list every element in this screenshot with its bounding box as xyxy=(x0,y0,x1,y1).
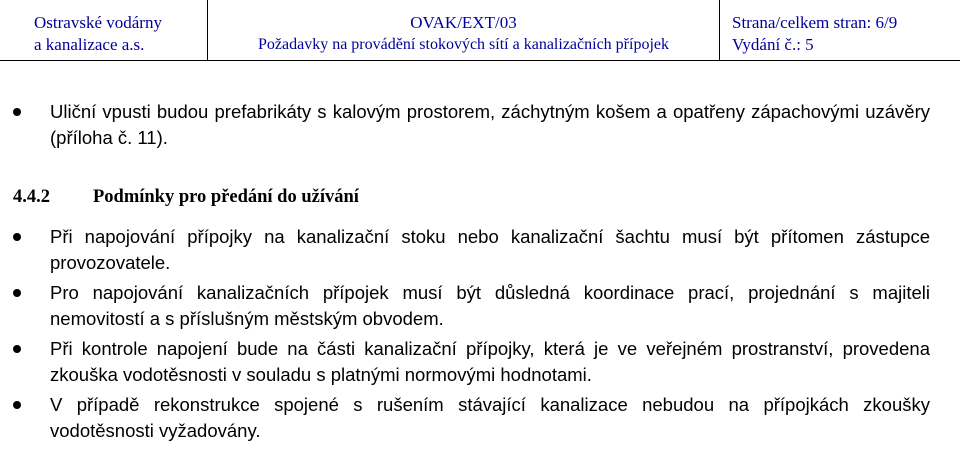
list-item-text: Při napojování přípojky na kanalizační stoku nebo kanalizační šachtu musí být přítomen zástupce provozovatele. xyxy=(50,226,930,273)
section-heading xyxy=(0,185,900,209)
document-header xyxy=(0,0,960,61)
header-document-code: OVAK/EXT/03 xyxy=(410,13,517,32)
list-item-text: Pro napojování kanalizačních přípojek musí být důsledná koordinace prací, projednání s majiteli nemovitostí a s příslušným městským obvodem. xyxy=(50,282,930,329)
list-item-text: V případě rekonstrukce spojené s rušením stávající kanalizace nebudou na přípojkách zkoušky vodotěsnosti vyžadovány. xyxy=(50,394,930,441)
header-document xyxy=(208,0,720,60)
header-edition: Vydání č.: 5 xyxy=(732,35,814,54)
bullet-icon xyxy=(13,345,21,353)
section-title: Podmínky pro předání do užívání xyxy=(93,187,359,207)
list-item xyxy=(0,392,930,444)
section-bullet-list xyxy=(0,224,930,448)
list-item xyxy=(0,280,930,332)
list-item-text: Uliční vpusti budou prefabrikáty s kalovým prostorem, záchytným košem a opatřeny zápachovými uzávěry (příloha č. 11). xyxy=(50,101,930,148)
section-number: 4.4.2 xyxy=(13,187,50,207)
header-company-name: Ostravské vodárny xyxy=(34,13,162,32)
bullet-icon xyxy=(13,108,21,116)
bullet-icon xyxy=(13,289,21,297)
list-item xyxy=(0,336,930,388)
header-page-count: Strana/celkem stran: 6/9 xyxy=(732,13,898,32)
list-item-text: Při kontrole napojení bude na části kanalizační přípojky, která je ve veřejném prostranství, provedena zkouška vodotěsnosti v souladu s platnými normovými hodnotami. xyxy=(50,338,930,385)
intro-bullet-list xyxy=(0,99,930,151)
list-item xyxy=(0,224,930,276)
bullet-icon xyxy=(13,233,21,241)
list-item xyxy=(0,99,930,151)
header-company-suffix: a kanalizace a.s. xyxy=(34,35,145,54)
header-page-info xyxy=(720,0,960,60)
header-company xyxy=(0,0,208,60)
header-document-title: Požadavky na provádění stokových sítí a kanalizačních přípojek xyxy=(258,36,669,53)
bullet-icon xyxy=(13,401,21,409)
